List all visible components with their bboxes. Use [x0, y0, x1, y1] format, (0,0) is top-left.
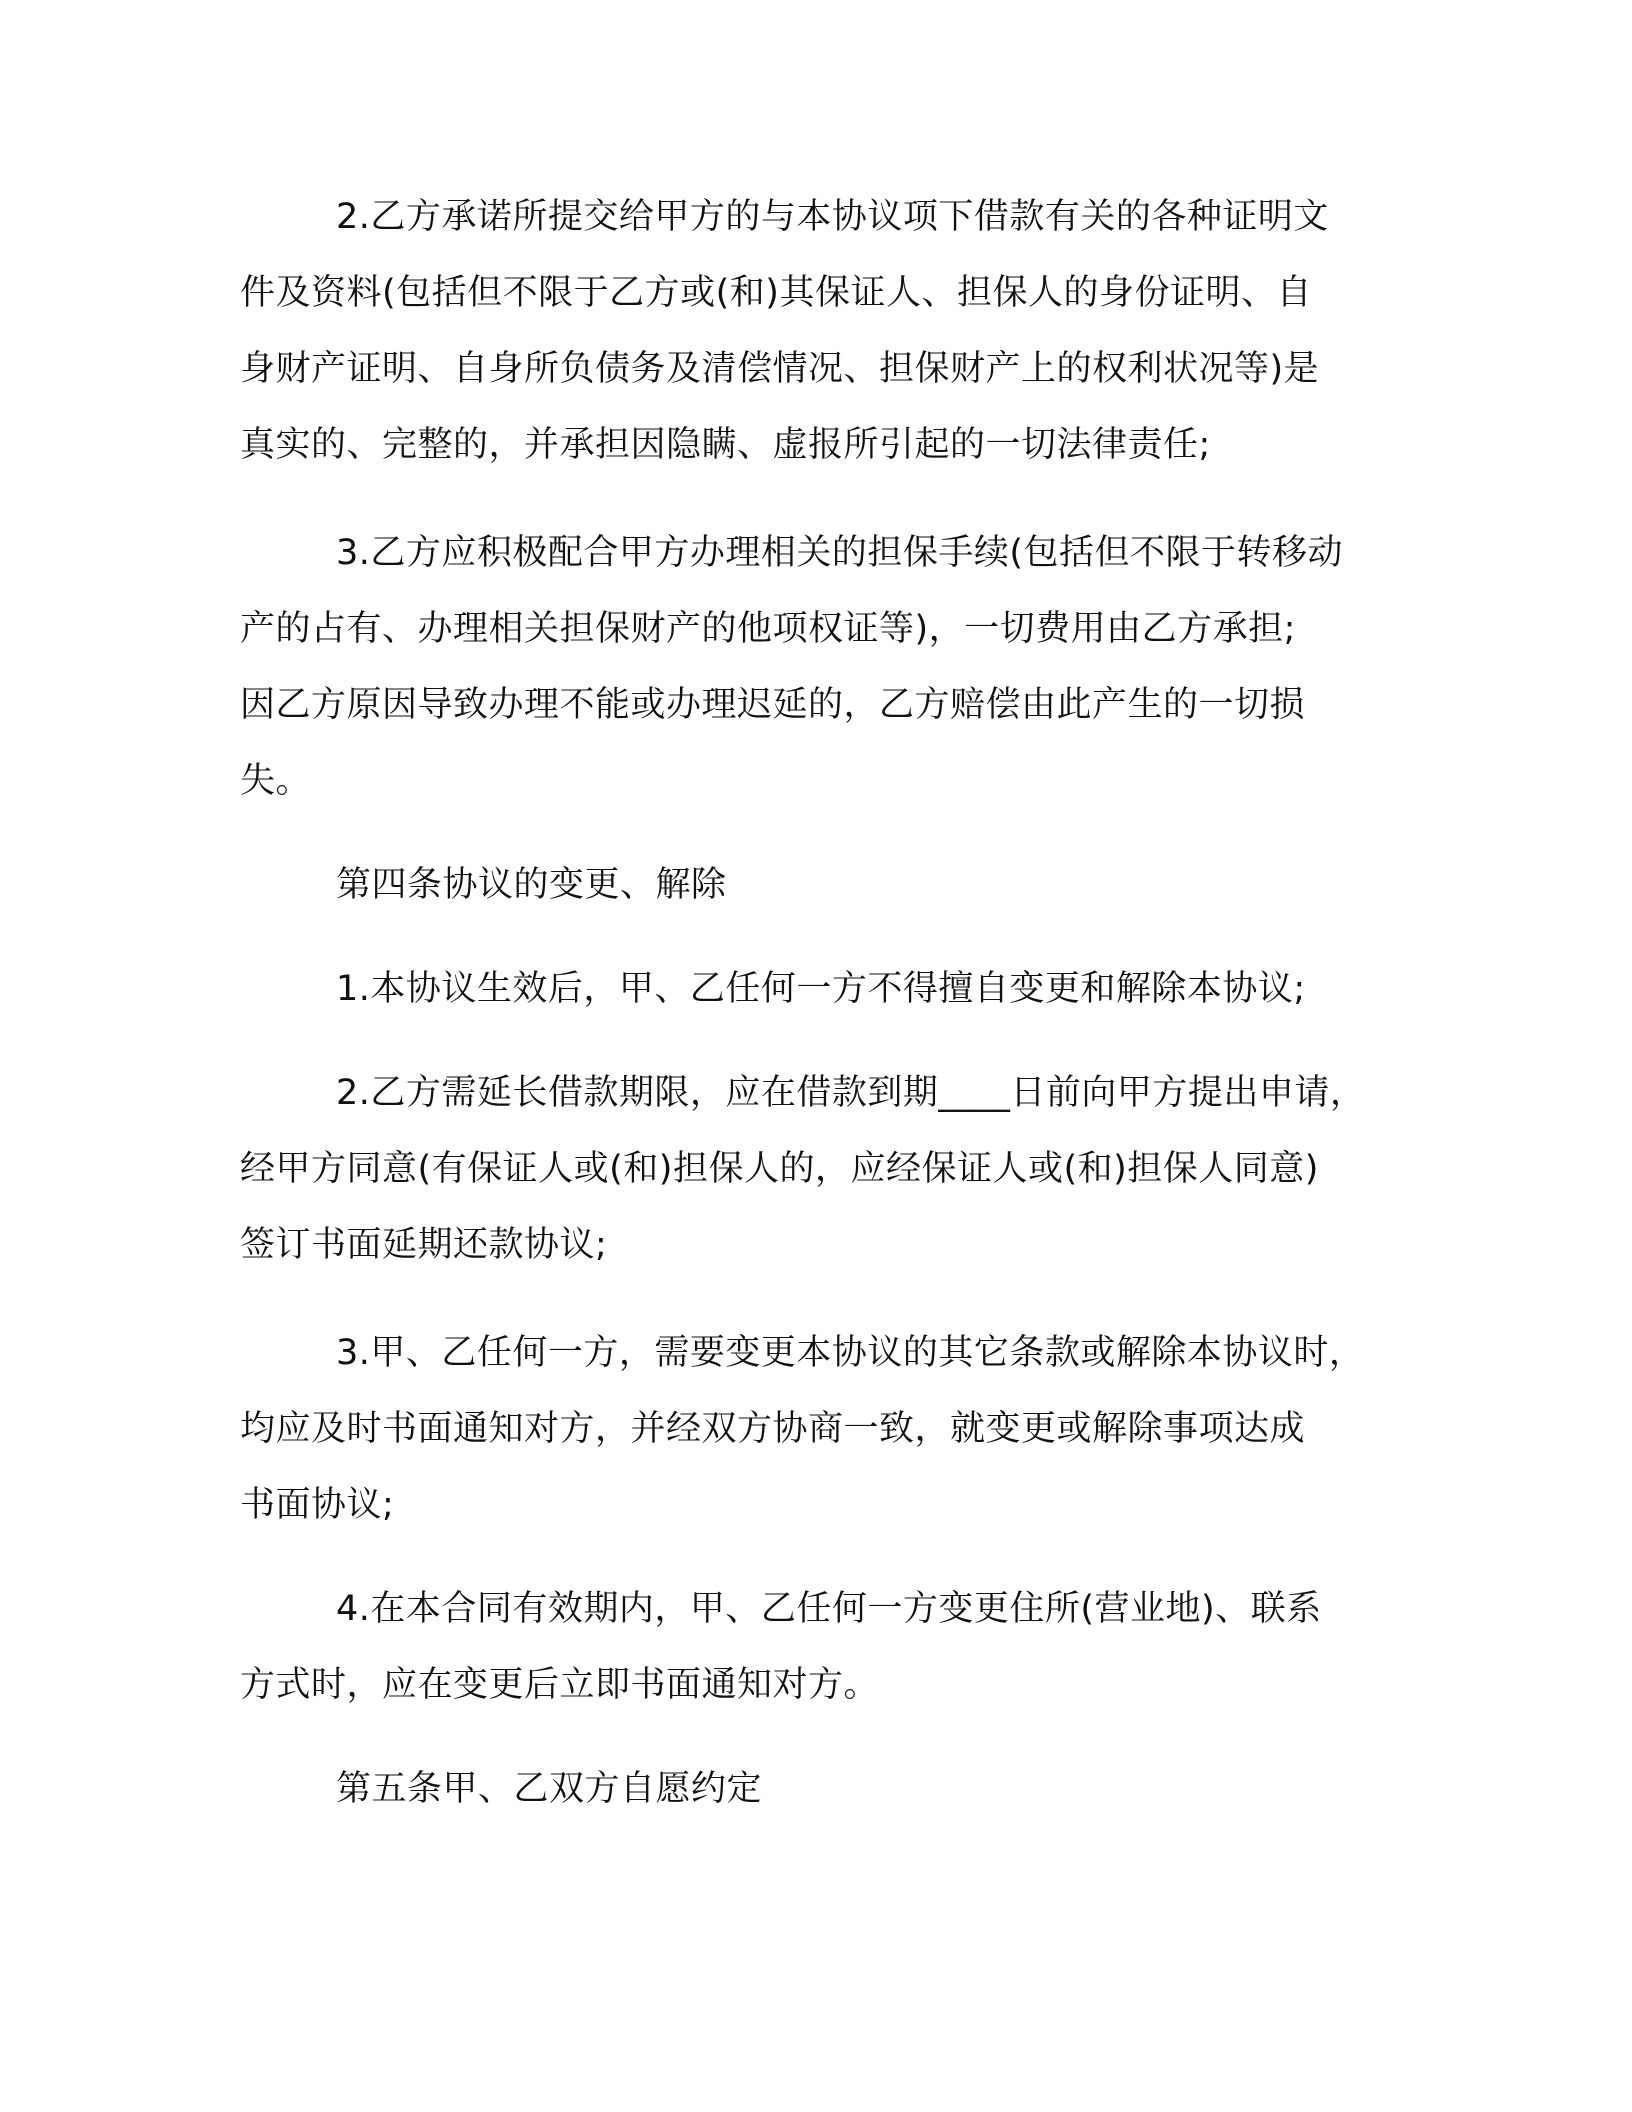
section-4-item-2-line-1: 2.乙方需延长借款期限，应在借款到期____日前向甲方提出申请，: [336, 1073, 1366, 1113]
section-4-item-1: 1.本协议生效后，甲、乙任何一方不得擅自变更和解除本协议;: [336, 969, 1306, 1009]
section-4-item-3-line-2: 均应及时书面通知对方，并经双方协商一致，就变更或解除事项达成: [240, 1409, 1306, 1449]
paragraph-3-line-4: 失。: [240, 761, 312, 801]
paragraph-3-line-2: 产的占有、办理相关担保财产的他项权证等)，一切费用由乙方承担;: [240, 609, 1296, 649]
paragraph-2-line-3: 身财产证明、自身所负债务及清偿情况、担保财产上的权利状况等)是: [240, 349, 1320, 389]
section-4-item-2-line-3: 签订书面延期还款协议;: [240, 1225, 608, 1265]
paragraph-2-line-1: 2.乙方承诺所提交给甲方的与本协议项下借款有关的各种证明文: [336, 197, 1329, 237]
paragraph-2-line-2: 件及资料(包括但不限于乙方或(和)其保证人、担保人的身份证明、自: [240, 273, 1312, 313]
section-4-item-4-line-1: 4.在本合同有效期内，甲、乙任何一方变更住所(营业地)、联系: [336, 1589, 1322, 1629]
section-4-item-3-line-3: 书面协议;: [240, 1485, 395, 1525]
section-4-item-4-line-2: 方式时，应在变更后立即书面通知对方。: [240, 1665, 880, 1705]
section-4-item-3-line-1: 3.甲、乙任何一方，需要变更本协议的其它条款或解除本协议时，: [336, 1333, 1365, 1373]
section-5-heading: 第五条甲、乙双方自愿约定: [336, 1769, 763, 1809]
section-4-heading: 第四条协议的变更、解除: [336, 865, 727, 905]
paragraph-3-line-3: 因乙方原因导致办理不能或办理迟延的，乙方赔偿由此产生的一切损: [240, 685, 1306, 725]
paragraph-3-line-1: 3.乙方应积极配合甲方办理相关的担保手续(包括但不限于转移动: [336, 533, 1344, 573]
section-4-item-2-line-2: 经甲方同意(有保证人或(和)担保人的，应经保证人或(和)担保人同意): [240, 1149, 1319, 1189]
paragraph-2-line-4: 真实的、完整的，并承担因隐瞒、虚报所引起的一切法律责任;: [240, 425, 1211, 465]
